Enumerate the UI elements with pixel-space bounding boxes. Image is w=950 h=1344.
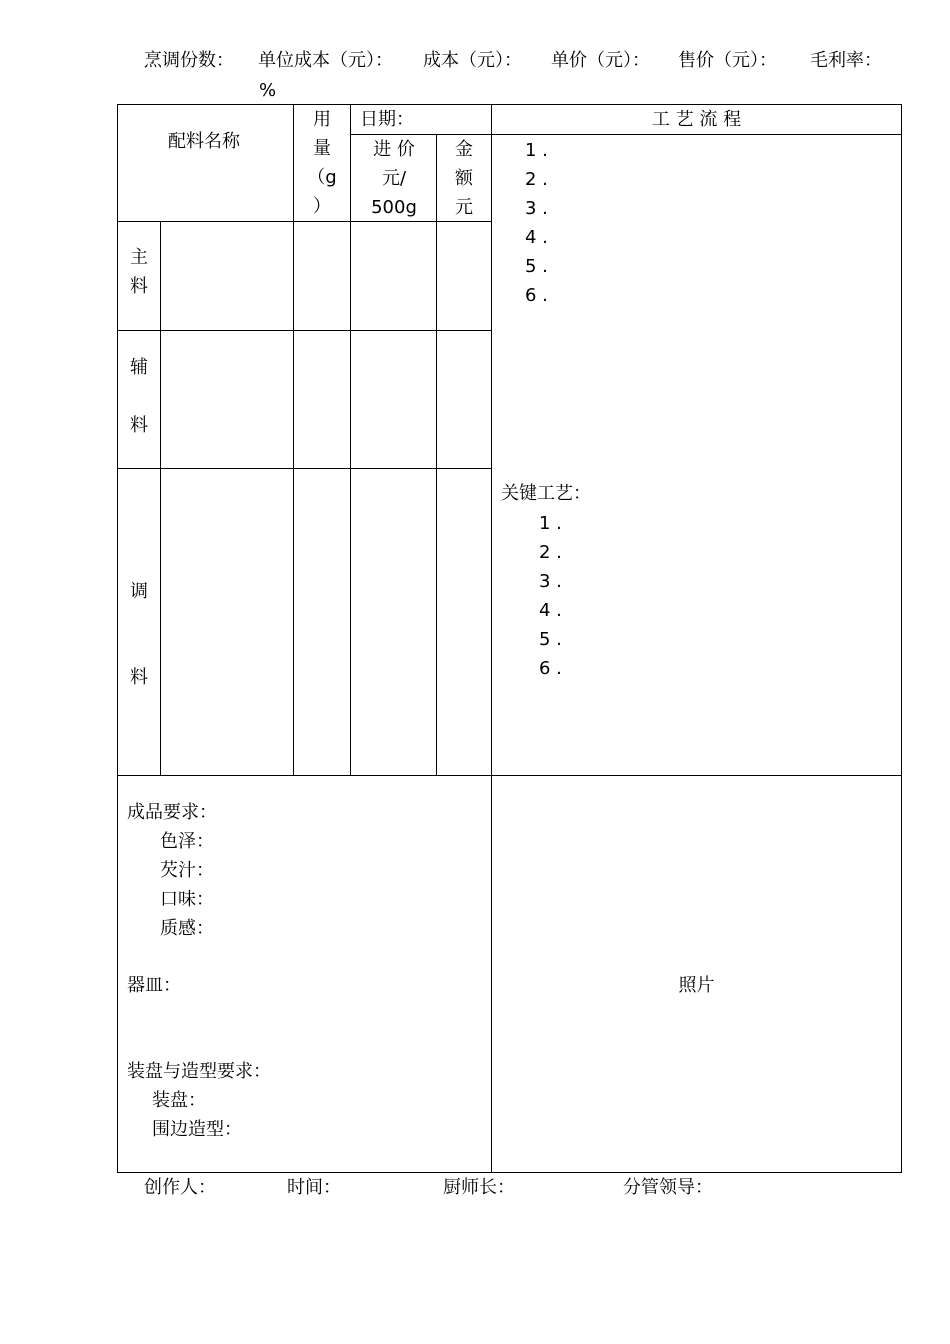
taste-label: 口味： [160, 889, 214, 910]
sauce-label: 芡汁： [160, 860, 214, 881]
process-step: 1 . [525, 140, 548, 161]
auxiliary-label-2: 料 [130, 415, 148, 436]
plating-requirements-title: 装盘与造型要求： [127, 1061, 271, 1082]
key-process-step: 3 . [539, 571, 562, 592]
servings-label: 烹调份数： [144, 50, 234, 71]
amount-header-line: 额 [455, 168, 473, 189]
texture-label: 质感： [160, 918, 214, 939]
process-steps-list [525, 136, 548, 310]
garnish-label: 围边造型： [152, 1119, 242, 1140]
quantity-header-line: ） [313, 196, 331, 217]
quantity-header-line: 用 [313, 109, 331, 130]
auxiliary-label-1: 辅 [130, 357, 148, 378]
head-chef-label: 厨师长： [443, 1177, 515, 1198]
key-process-step: 6 . [539, 658, 562, 679]
process-step: 6 . [525, 285, 548, 306]
quantity-header-line: 量 [313, 138, 331, 159]
seasoning-label-2: 料 [130, 667, 148, 688]
sale-price-label: 售价（元）： [678, 50, 777, 71]
amount-header [438, 135, 490, 222]
purchase-price-header [352, 135, 436, 222]
ingredient-name-header: 配料名称 [168, 131, 240, 152]
key-process-step: 2 . [539, 542, 562, 563]
key-process-step: 4 . [539, 600, 562, 621]
date-label: 日期： [360, 109, 414, 130]
process-step: 5 . [525, 256, 548, 277]
plate-label: 装盘： [152, 1090, 206, 1111]
key-process-list [539, 509, 562, 683]
process-step: 2 . [525, 169, 548, 190]
amount-header-line: 金 [455, 139, 473, 160]
quantity-header [297, 105, 347, 221]
purchase-price-header-line: 500g [371, 197, 417, 218]
vessel-label: 器皿： [127, 975, 181, 996]
cost-label: 成本（元）： [423, 50, 522, 71]
purchase-price-header-line: 进 价 [373, 139, 415, 160]
percent-sign: % [259, 80, 277, 101]
key-process-title: 关键工艺： [501, 483, 591, 504]
key-process-step: 1 . [539, 513, 562, 534]
seasoning-label-1: 调 [130, 581, 148, 602]
process-flow-header: 工 艺 流 程 [651, 109, 742, 130]
unit-cost-label: 单位成本（元）： [258, 50, 393, 71]
process-step: 3 . [525, 198, 548, 219]
unit-price-label: 单价（元）： [551, 50, 650, 71]
main-ingredient-label-1: 主 [130, 247, 148, 268]
process-step: 4 . [525, 227, 548, 248]
time-label: 时间： [287, 1177, 341, 1198]
amount-header-line: 元 [455, 197, 473, 218]
product-requirements-title: 成品要求： [127, 802, 217, 823]
photo-placeholder: 照片 [678, 975, 715, 996]
main-ingredient-label-2: 料 [130, 276, 148, 297]
gross-margin-label: 毛利率： [810, 50, 882, 71]
creator-label: 创作人： [144, 1177, 216, 1198]
color-label: 色泽： [160, 831, 214, 852]
key-process-step: 5 . [539, 629, 562, 650]
quantity-header-line: （g [307, 167, 337, 188]
supervisor-label: 分管领导： [623, 1177, 713, 1198]
purchase-price-header-line: 元/ [381, 168, 407, 189]
